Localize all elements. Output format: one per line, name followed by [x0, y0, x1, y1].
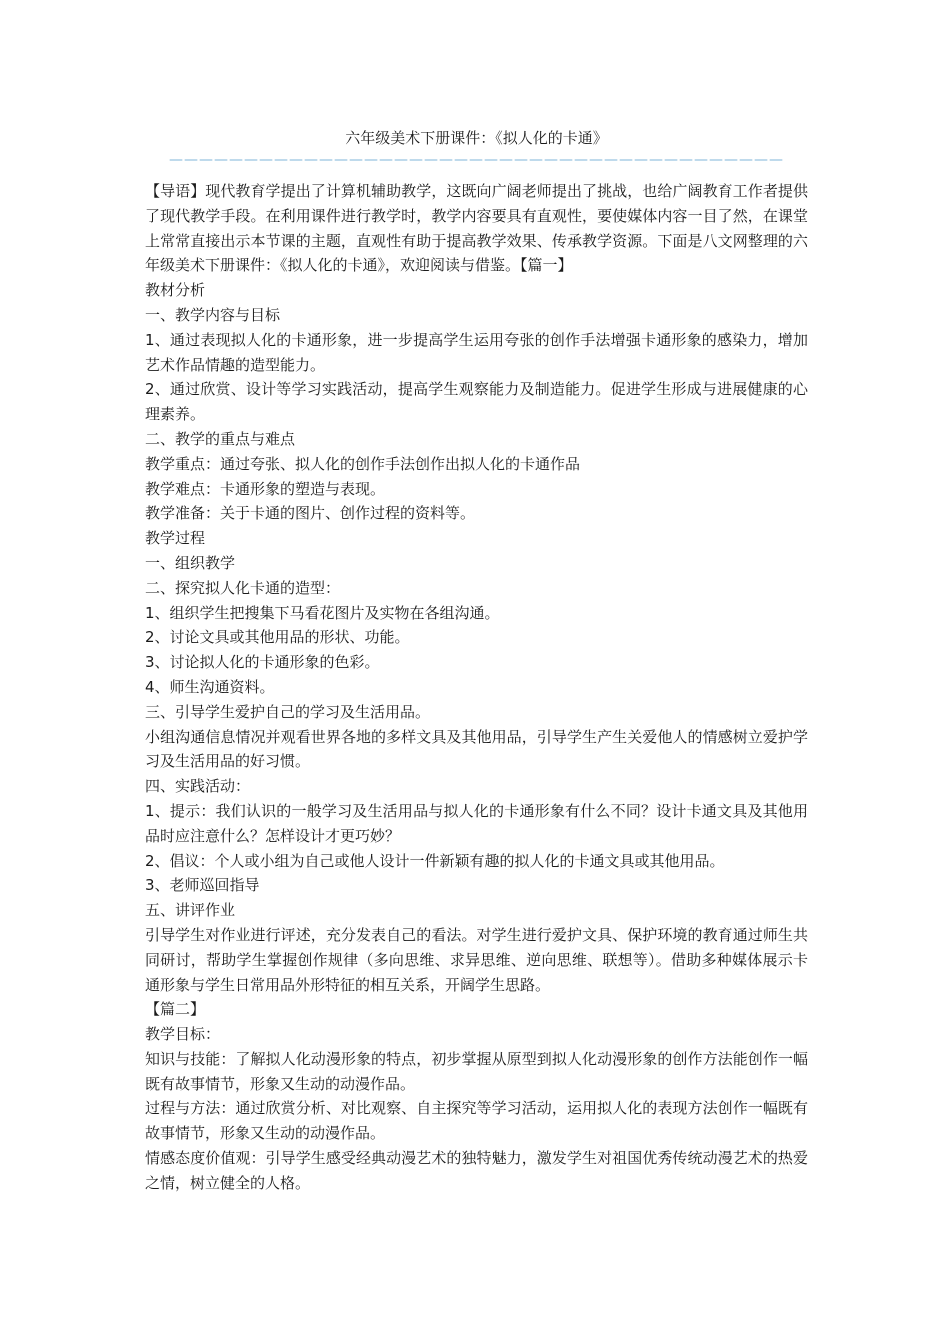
paragraph: 知识与技能：了解拟人化动漫形象的特点，初步掌握从原型到拟人化动漫形象的创作方法能创作一幅既有故事情节，形象又生动的动漫作品。	[145, 1049, 808, 1093]
paragraph: 五、讲评作业	[145, 901, 236, 920]
paragraph: 教学过程	[145, 529, 206, 548]
paragraph: 四、实践活动：	[145, 777, 251, 796]
paragraph: 小组沟通信息情况并观看世界各地的多样文具及其他用品，引导学生产生关爱他人的情感树立爱护学习及生活用品的好习惯。	[145, 727, 808, 771]
paragraph: 教学难点：卡通形象的塑造与表现。	[145, 479, 386, 498]
paragraph: 二、探究拟人化卡通的造型：	[145, 578, 341, 597]
paragraph: 4、师生沟通资料。	[145, 677, 275, 696]
paragraph: 1、提示：我们认识的一般学习及生活用品与拟人化的卡通形象有什么不同？设计卡通文具及其他用品时应注意什么？怎样设计才更巧妙？	[145, 801, 808, 845]
paragraph: 情感态度价值观：引导学生感受经典动漫艺术的独特魅力，激发学生对祖国优秀传统动漫艺术的热爱之情，树立健全的人格。	[145, 1149, 808, 1192]
paragraph: 三、引导学生爱护自己的学习及生活用品。	[145, 702, 431, 721]
paragraph: 2、倡议：个人或小组为自己或他人设计一件新颖有趣的拟人化的卡通文具或其他用品。	[145, 851, 725, 870]
paragraph: 【篇二】	[145, 1000, 206, 1019]
paragraph: 【导语】现代教育学提出了计算机辅助教学，这既向广阔老师提出了挑战，也给广阔教育工作者提供了现代教学手段。在利用课件进行教学时，教学内容要具有直观性，要使媒体内容一目了然，在课堂上常常直接出示本节课的主题，直观性有助于提高教学效果、传承教学资源。下面是八文网整理的六年级美术下册课件：《拟人化的卡通》，欢迎阅读与借鉴。【篇一】	[145, 182, 808, 275]
paragraph: 教学重点：通过夸张、拟人化的创作手法创作出拟人化的卡通作品	[145, 454, 581, 473]
paragraph: 二、教学的重点与难点	[145, 429, 296, 448]
paragraph: 教材分析	[145, 281, 206, 300]
paragraph: 教学目标：	[145, 1025, 221, 1044]
document-page	[145, 128, 808, 1196]
paragraph: 1、组织学生把搜集下马看花图片及实物在各组沟通。	[145, 603, 500, 622]
paragraph: 2、通过欣赏、设计等学习实践活动，提高学生观察能力及制造能力。促进学生形成与进展健康的心理素养。	[145, 380, 808, 424]
paragraph: 引导学生对作业进行评述，充分发表自己的看法。对学生进行爱护文具、保护环境的教育通过师生共同研讨，帮助学生掌握创作规律（多向思维、求异思维、逆向思维、联想等）。借助多种媒体展示卡通形象与学生日常用品外形特征的相互关系，开阔学生思路。	[145, 925, 808, 994]
paragraph: 过程与方法：通过欣赏分析、对比观察、自主探究等学习活动，运用拟人化的表现方法创作一幅既有故事情节，形象又生动的动漫作品。	[145, 1099, 808, 1143]
document-body	[145, 179, 808, 1196]
paragraph: 一、组织教学	[145, 553, 236, 572]
paragraph: 教学准备：关于卡通的图片、创作过程的资料等。	[145, 504, 476, 523]
document-title: 六年级美术下册课件：《拟人化的卡通》	[345, 129, 608, 147]
paragraph: 一、教学内容与目标	[145, 305, 281, 324]
paragraph: 2、讨论文具或其他用品的形状、功能。	[145, 628, 410, 647]
paragraph: 3、讨论拟人化的卡通形象的色彩。	[145, 653, 380, 672]
paragraph: 3、老师巡回指导	[145, 876, 260, 895]
title-divider: —————————————————————————————————————————	[169, 152, 784, 168]
paragraph: 1、通过表现拟人化的卡通形象，进一步提高学生运用夸张的创作手法增强卡通形象的感染力，增加艺术作品情趣的造型能力。	[145, 330, 808, 374]
